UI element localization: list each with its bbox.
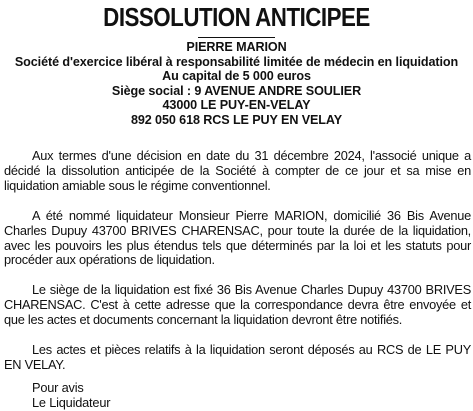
- company-city: 43000 LE PUY-EN-VELAY: [162, 98, 311, 113]
- company-capital: Au capital de 5 000 euros: [162, 69, 311, 84]
- company-header: [0, 40, 473, 128]
- title-divider: [198, 37, 275, 38]
- notice-title: DISSOLUTION ANTICIPEE: [103, 2, 370, 32]
- company-rcs: 892 050 618 RCS LE PUY EN VELAY: [130, 112, 343, 127]
- company-seat: Siège social : 9 AVENUE ANDRE SOULIER: [111, 83, 362, 98]
- paragraph-liquidation-seat: Le siège de la liquidation est fixé 36 Bis Avenue Charles Dupuy 43700 BRIVES CHARENSAC. C'est à cette adresse que la correspondance devra être envoyée et que les actes et documents concernant la liquidation devront être notifiés.: [4, 282, 471, 327]
- company-name: PIERRE MARION: [186, 40, 287, 54]
- paragraph-filing: Les actes et pièces relatifs à la liquidation seront déposés au RCS de LE PUY EN VELAY.: [4, 342, 471, 372]
- signature-block: [32, 381, 110, 411]
- paragraph-liquidator: A été nommé liquidateur Monsieur Pierre MARION, domicilié 36 Bis Avenue Charles Dupuy 43700 BRIVES CHARENSAC, pour toute la durée de la liquidation, avec les pouvoirs les plus étendus tels que déterminés par la loi et les statuts pour procéder aux opérations de liquidation.: [4, 208, 471, 268]
- signature-line-2: Le Liquidateur: [32, 394, 111, 410]
- signature-line-1: Pour avis: [32, 380, 84, 395]
- company-legal-form: Société d'exercice libéral à responsabilité limitée de médecin en liquidation: [14, 54, 459, 69]
- paragraph-decision: Aux termes d'une décision en date du 31 décembre 2024, l'associé unique a décidé la dissolution anticipée de la Société à compter de ce jour et sa mise en liquidation amiable sous le régime conventionnel.: [4, 148, 471, 193]
